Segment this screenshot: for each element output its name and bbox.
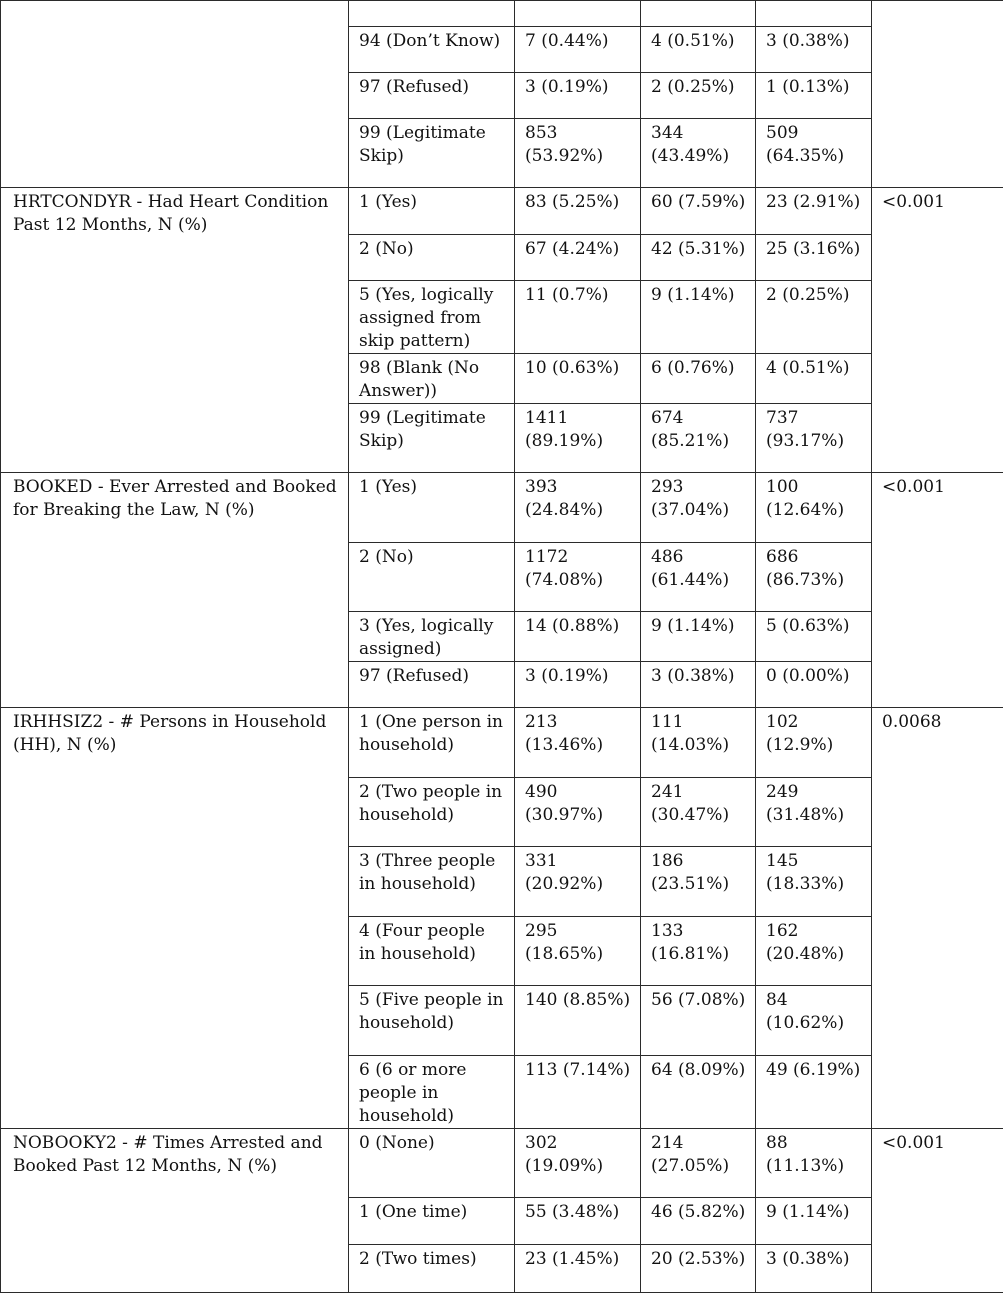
response-category-cell: 5 (Yes, logically assigned from skip pattern) <box>349 281 515 354</box>
total-count-cell: 213 (13.46%) <box>515 708 641 778</box>
total-count-cell: 67 (4.24%) <box>515 235 641 281</box>
group2-count-cell: 509 (64.35%) <box>756 119 872 188</box>
group2-count-cell: 3 (0.38%) <box>756 27 872 73</box>
group1-count-cell: 344 (43.49%) <box>641 119 756 188</box>
table-row <box>1 188 1003 235</box>
group2-count-cell <box>756 1 872 27</box>
response-category-cell: 1 (Yes) <box>349 473 515 543</box>
total-count-cell: 302 (19.09%) <box>515 1129 641 1198</box>
group1-count-cell: 6 (0.76%) <box>641 354 756 404</box>
group2-count-cell: 9 (1.14%) <box>756 1198 872 1245</box>
group2-count-cell: 0 (0.00%) <box>756 662 872 708</box>
total-count-cell: 83 (5.25%) <box>515 188 641 235</box>
group1-count-cell: 293 (37.04%) <box>641 473 756 543</box>
total-count-cell: 3 (0.19%) <box>515 73 641 119</box>
group1-count-cell: 674 (85.21%) <box>641 404 756 473</box>
group2-count-cell: 49 (6.19%) <box>756 1056 872 1129</box>
group1-count-cell: 60 (7.59%) <box>641 188 756 235</box>
p-value-cell: <0.001 <box>872 1129 1003 1293</box>
group2-count-cell: 102 (12.9%) <box>756 708 872 778</box>
response-category-cell: 3 (Three people in household) <box>349 847 515 917</box>
table-row <box>1 1 1003 27</box>
response-category-cell: 97 (Refused) <box>349 73 515 119</box>
total-count-cell: 113 (7.14%) <box>515 1056 641 1129</box>
group2-count-cell: 3 (0.38%) <box>756 1245 872 1293</box>
group2-count-cell: 5 (0.63%) <box>756 612 872 662</box>
total-count-cell: 490 (30.97%) <box>515 778 641 847</box>
total-count-cell: 14 (0.88%) <box>515 612 641 662</box>
variable-label-cell: BOOKED - Ever Arrested and Booked for Breaking the Law, N (%) <box>1 473 349 708</box>
response-category-cell: 5 (Five people in household) <box>349 986 515 1056</box>
group1-count-cell: 111 (14.03%) <box>641 708 756 778</box>
total-count-cell: 853 (53.92%) <box>515 119 641 188</box>
table-body <box>1 1 1003 1293</box>
variable-label-cell: NOBOOKY2 - # Times Arrested and Booked Past 12 Months, N (%) <box>1 1129 349 1293</box>
total-count-cell <box>515 1 641 27</box>
group1-count-cell: 241 (30.47%) <box>641 778 756 847</box>
total-count-cell: 140 (8.85%) <box>515 986 641 1056</box>
response-category-cell: 97 (Refused) <box>349 662 515 708</box>
p-value-cell: <0.001 <box>872 188 1003 473</box>
group2-count-cell: 84 (10.62%) <box>756 986 872 1056</box>
group2-count-cell: 686 (86.73%) <box>756 543 872 612</box>
total-count-cell: 11 (0.7%) <box>515 281 641 354</box>
response-category-cell: 2 (Two people in household) <box>349 778 515 847</box>
group2-count-cell: 737 (93.17%) <box>756 404 872 473</box>
total-count-cell: 1411 (89.19%) <box>515 404 641 473</box>
group1-count-cell: 64 (8.09%) <box>641 1056 756 1129</box>
group1-count-cell: 56 (7.08%) <box>641 986 756 1056</box>
group2-count-cell: 23 (2.91%) <box>756 188 872 235</box>
response-category-cell: 2 (No) <box>349 543 515 612</box>
response-category-cell: 3 (Yes, logically assigned) <box>349 612 515 662</box>
group1-count-cell: 46 (5.82%) <box>641 1198 756 1245</box>
variable-label-cell: IRHHSIZ2 - # Persons in Household (HH), N (%) <box>1 708 349 1129</box>
response-category-cell: 94 (Don’t Know) <box>349 27 515 73</box>
response-category-cell: 99 (Legitimate Skip) <box>349 404 515 473</box>
table-row <box>1 473 1003 543</box>
response-category-cell: 1 (One person in household) <box>349 708 515 778</box>
total-count-cell: 1172 (74.08%) <box>515 543 641 612</box>
p-value-cell: 0.0068 <box>872 708 1003 1129</box>
group2-count-cell: 249 (31.48%) <box>756 778 872 847</box>
group1-count-cell: 133 (16.81%) <box>641 917 756 986</box>
group2-count-cell: 2 (0.25%) <box>756 281 872 354</box>
group2-count-cell: 162 (20.48%) <box>756 917 872 986</box>
group1-count-cell: 9 (1.14%) <box>641 281 756 354</box>
table-row <box>1 708 1003 778</box>
group1-count-cell: 2 (0.25%) <box>641 73 756 119</box>
group2-count-cell: 1 (0.13%) <box>756 73 872 119</box>
total-count-cell: 3 (0.19%) <box>515 662 641 708</box>
response-category-cell: 98 (Blank (No Answer)) <box>349 354 515 404</box>
total-count-cell: 7 (0.44%) <box>515 27 641 73</box>
total-count-cell: 23 (1.45%) <box>515 1245 641 1293</box>
group1-count-cell: 42 (5.31%) <box>641 235 756 281</box>
response-category-cell: 1 (One time) <box>349 1198 515 1245</box>
group2-count-cell: 145 (18.33%) <box>756 847 872 917</box>
p-value-cell: <0.001 <box>872 473 1003 708</box>
group1-count-cell: 20 (2.53%) <box>641 1245 756 1293</box>
response-category-cell: 6 (6 or more people in household) <box>349 1056 515 1129</box>
group2-count-cell: 100 (12.64%) <box>756 473 872 543</box>
group1-count-cell: 214 (27.05%) <box>641 1129 756 1198</box>
response-category-cell: 2 (Two times) <box>349 1245 515 1293</box>
table-row <box>1 1129 1003 1198</box>
total-count-cell: 295 (18.65%) <box>515 917 641 986</box>
group1-count-cell: 4 (0.51%) <box>641 27 756 73</box>
group1-count-cell <box>641 1 756 27</box>
group1-count-cell: 3 (0.38%) <box>641 662 756 708</box>
response-category-cell: 99 (Legitimate Skip) <box>349 119 515 188</box>
response-category-cell: 1 (Yes) <box>349 188 515 235</box>
total-count-cell: 331 (20.92%) <box>515 847 641 917</box>
group1-count-cell: 9 (1.14%) <box>641 612 756 662</box>
response-category-cell <box>349 1 515 27</box>
variable-label-cell <box>1 1 349 188</box>
p-value-cell <box>872 1 1003 188</box>
response-category-cell: 0 (None) <box>349 1129 515 1198</box>
group2-count-cell: 4 (0.51%) <box>756 354 872 404</box>
group1-count-cell: 486 (61.44%) <box>641 543 756 612</box>
group1-count-cell: 186 (23.51%) <box>641 847 756 917</box>
group2-count-cell: 88 (11.13%) <box>756 1129 872 1198</box>
total-count-cell: 393 (24.84%) <box>515 473 641 543</box>
group2-count-cell: 25 (3.16%) <box>756 235 872 281</box>
response-category-cell: 4 (Four people in household) <box>349 917 515 986</box>
variable-label-cell: HRTCONDYR - Had Heart Condition Past 12 Months, N (%) <box>1 188 349 473</box>
total-count-cell: 55 (3.48%) <box>515 1198 641 1245</box>
response-category-cell: 2 (No) <box>349 235 515 281</box>
total-count-cell: 10 (0.63%) <box>515 354 641 404</box>
